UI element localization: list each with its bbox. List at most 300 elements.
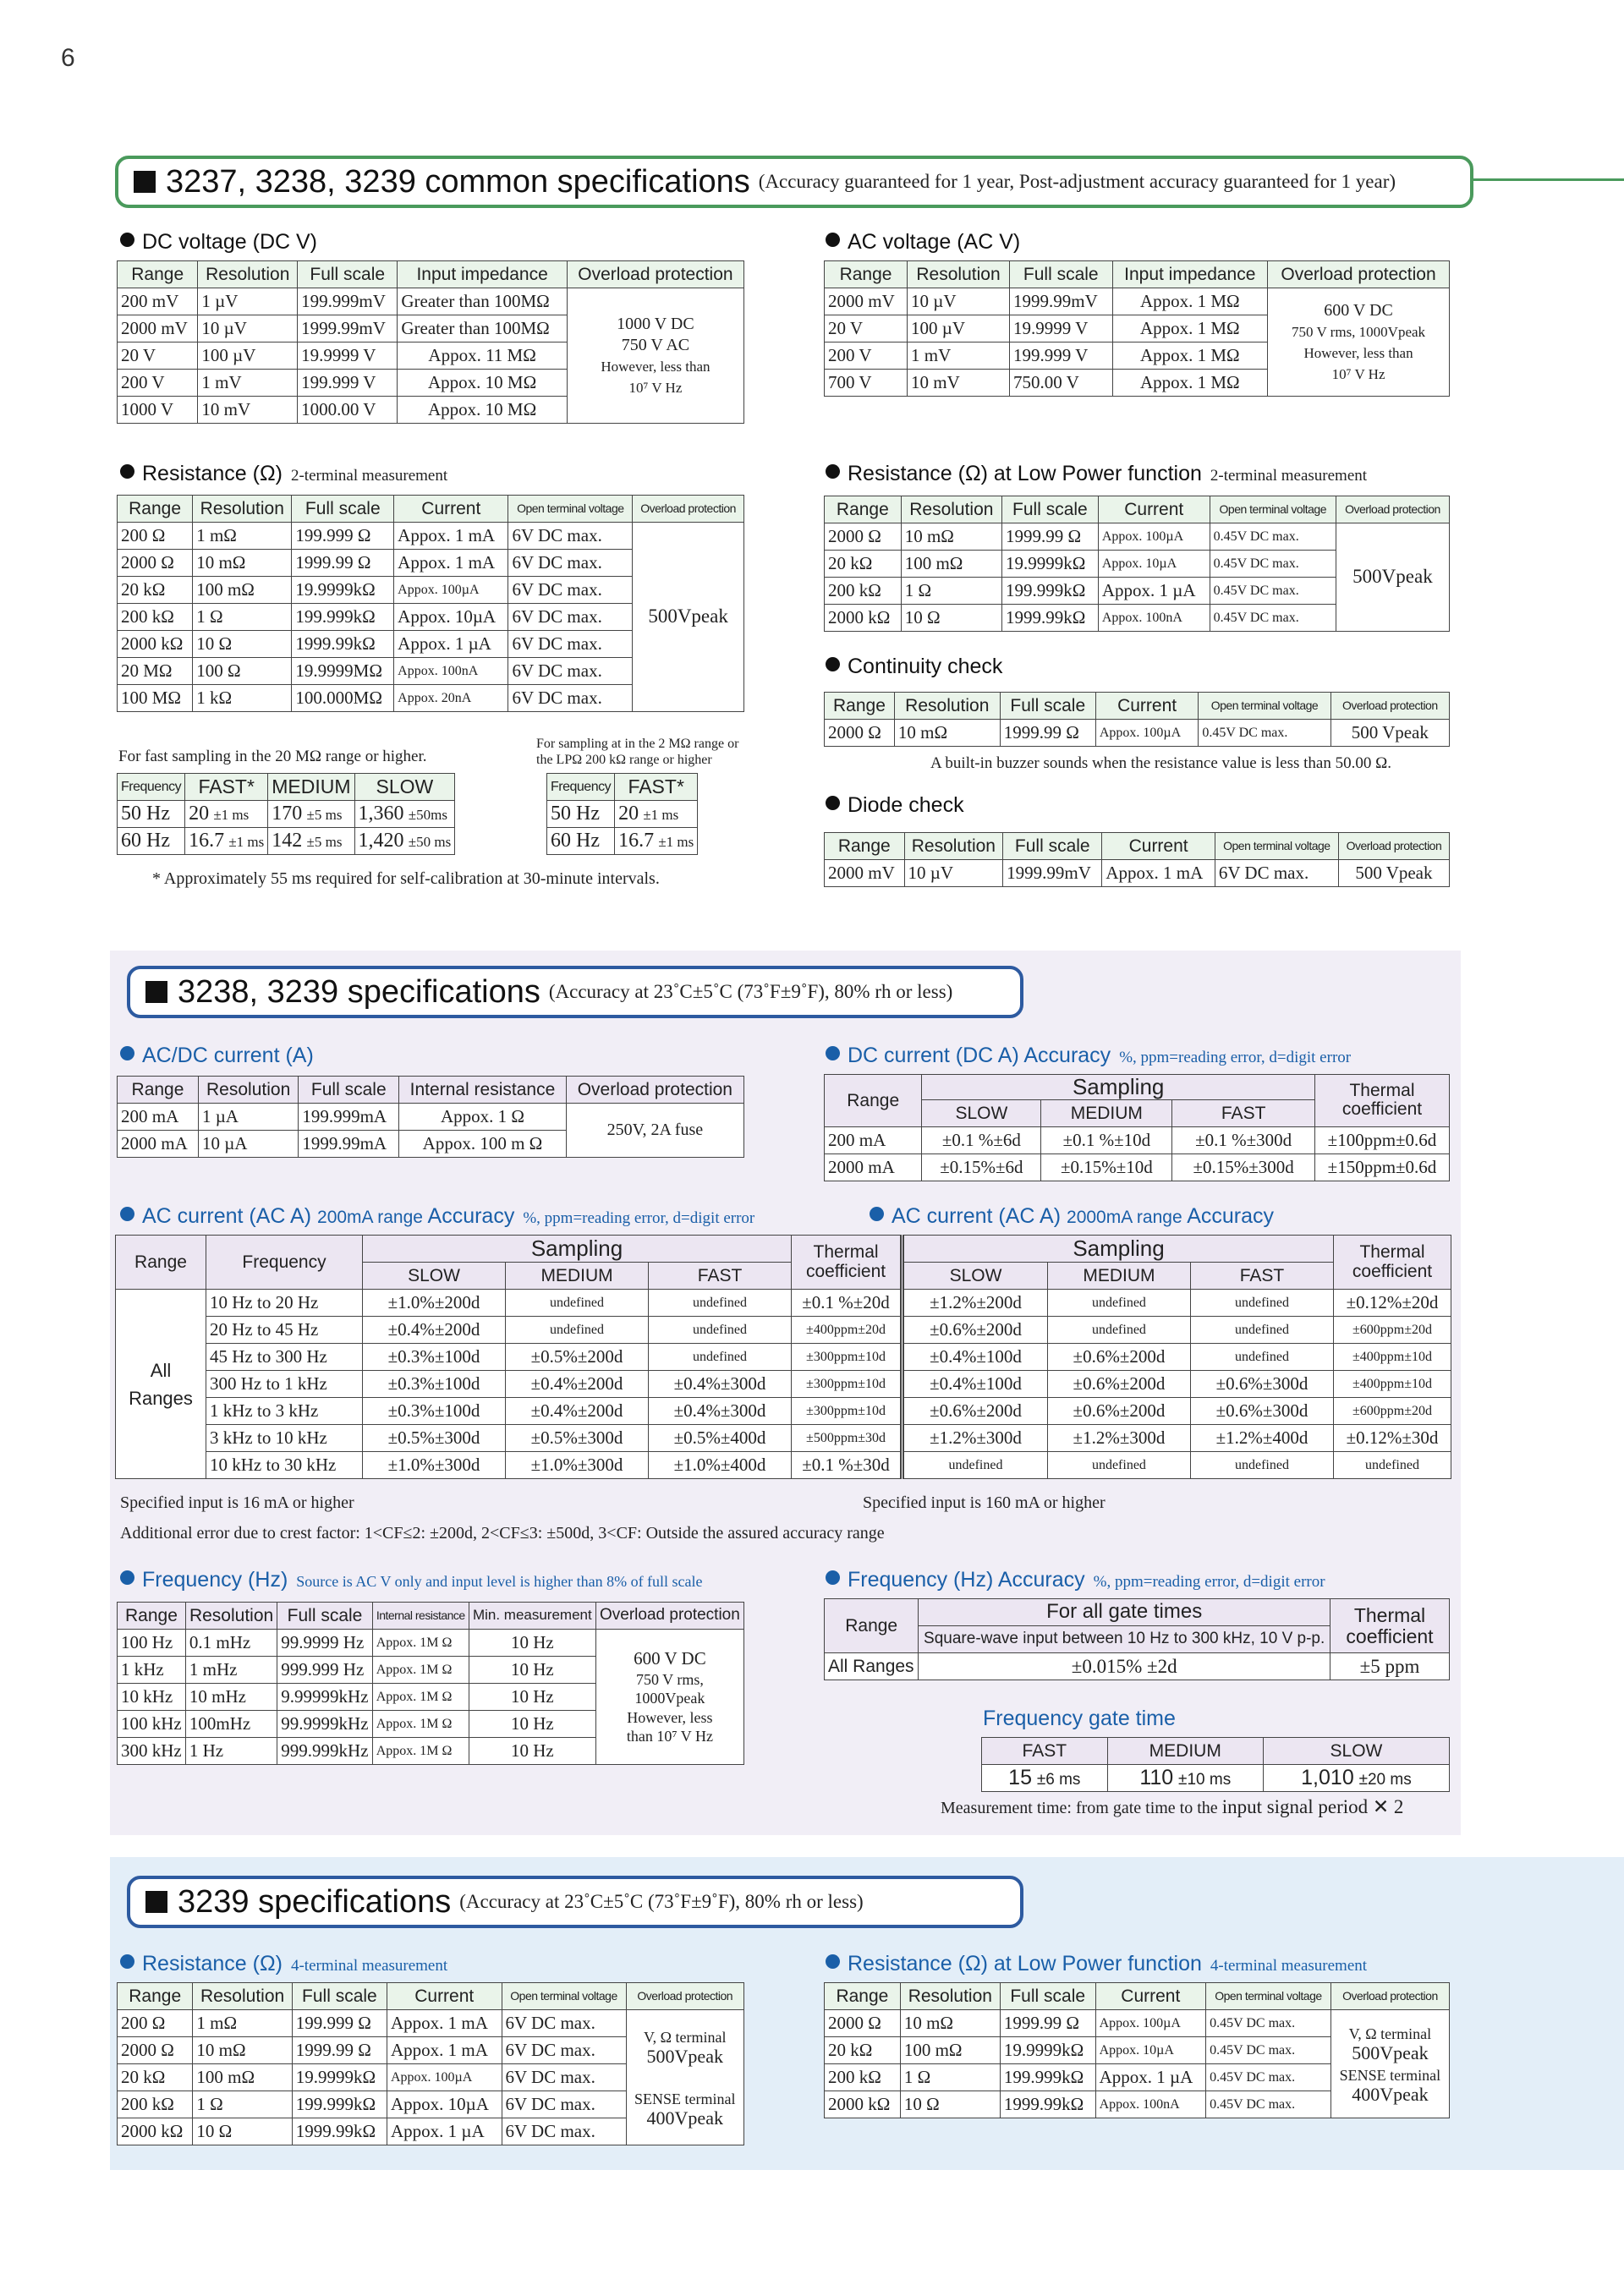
table-header-cell: MEDIUM [1041, 1099, 1172, 1126]
diode-heading: Diode check [826, 793, 964, 818]
table-cell: Appox. 10 MΩ [398, 370, 568, 397]
lp-resistance-table [824, 496, 1450, 632]
table-cell: Appox. 1 MΩ [1112, 370, 1268, 397]
table-row [547, 828, 698, 855]
table-cell: Appox. 100µA [387, 2064, 502, 2091]
table-cell: 19.9999MΩ [292, 658, 394, 685]
table-cell: 1000.00 V [298, 397, 398, 424]
table-row [116, 1371, 1451, 1398]
spec200-note: Specified input is 16 mA or higher [120, 1493, 354, 1512]
table-cell: Appox. 1 mA [387, 2010, 502, 2037]
table-cell: Appox. 100µA [394, 577, 508, 604]
table-header-cell: Full scale [1001, 496, 1098, 523]
table-cell: Appox. 10 MΩ [398, 397, 568, 424]
table-cell: ±600ppm±20d [1334, 1317, 1451, 1344]
table-cell: 15 ±6 ms [982, 1765, 1108, 1792]
table-header-cell: FAST [1172, 1099, 1315, 1126]
bullet-icon [826, 464, 840, 479]
table-cell: Appox. 1 Ω [399, 1104, 566, 1131]
table-cell: Appox. 10µA [387, 2091, 502, 2118]
continuity-table [824, 692, 1450, 747]
table-cell: ±300ppm±10d [792, 1371, 903, 1398]
bullet-icon [120, 1570, 134, 1585]
table-cell: Appox. 1 MΩ [1112, 342, 1268, 370]
table-row [118, 1104, 744, 1131]
table-cell: Appox. 1M Ω [372, 1657, 469, 1684]
table-header-cell: Range [116, 1236, 206, 1290]
table-row [825, 1153, 1450, 1181]
spec2000-note: Specified input is 160 mA or higher [863, 1493, 1106, 1512]
table-cell: 2000 mA [825, 1153, 922, 1181]
table-cell: 10 Ω [193, 631, 292, 658]
table-row [118, 523, 744, 550]
table-cell: 200 mV [118, 288, 198, 315]
table-header-cell: Resolution [908, 261, 1010, 288]
table-cell: ±0.6%±200d [1047, 1371, 1190, 1398]
table-cell: 2000 kΩ [825, 2091, 901, 2118]
table-cell: undefined [1190, 1452, 1333, 1479]
table-cell: 199.999 V [298, 370, 398, 397]
table-cell: 1,010 ±20 ms [1263, 1765, 1449, 1792]
table-cell: Appox. 1 µA [394, 631, 508, 658]
table-header-cell: SLOW [1263, 1738, 1449, 1765]
table-cell: Greater than 100MΩ [398, 315, 568, 342]
table-cell: undefined [1334, 1452, 1451, 1479]
table-cell: ±0.4%±300d [649, 1398, 792, 1425]
table-cell: 1,420 ±50 ms [354, 828, 455, 855]
table-cell: 500 Vpeak [1338, 860, 1449, 887]
table-cell: 200 kΩ [825, 578, 902, 605]
table-header-cell: Current [1095, 693, 1198, 720]
table-cell: 100mHz [185, 1711, 277, 1738]
table-cell: 500Vpeak [633, 523, 744, 712]
table-cell: 60 Hz [118, 828, 185, 855]
table-cell: 2000 kΩ [118, 631, 193, 658]
gate-time-heading: Frequency gate time [983, 1707, 1176, 1730]
section-title: 3237, 3238, 3239 common specifications [166, 163, 750, 200]
table-cell: 10 mΩ [900, 2010, 1000, 2037]
table-row [116, 1290, 1451, 1317]
table-cell: 199.999 Ω [292, 2010, 387, 2037]
table-header-cell: Full scale [1000, 1983, 1095, 2010]
diode-table [824, 832, 1450, 887]
table-header-cell: Input impedance [1112, 261, 1268, 288]
table-cell: 6V DC max. [508, 550, 633, 577]
table-header-cell: Frequency [118, 774, 185, 801]
table-header-cell: Resolution [904, 833, 1003, 860]
table-cell: 20 kΩ [825, 551, 902, 578]
table-cell: Appox. 1 mA [387, 2037, 502, 2064]
bullet-icon [826, 1570, 840, 1585]
table-cell: 1999.99 Ω [292, 550, 394, 577]
table-header-cell: Overload protection [1336, 496, 1449, 523]
table-cell: 1 mΩ [193, 523, 292, 550]
table-header-cell: Full scale [277, 1603, 372, 1630]
table-cell: 20 ±1 ms [615, 801, 698, 828]
bullet-icon [826, 1954, 840, 1969]
table-cell: Appox. 1 mA [1102, 860, 1215, 887]
table-cell: 100 mΩ [193, 2064, 292, 2091]
table-cell: Appox. 100 m Ω [399, 1131, 566, 1158]
table-cell: 1 Ω [193, 2091, 292, 2118]
sampling-table-2 [546, 773, 698, 855]
table-cell: 50 Hz [118, 801, 185, 828]
table-cell: Appox. 1 µA [1095, 2064, 1206, 2091]
table-cell: ±0.5%±200d [506, 1344, 649, 1371]
table-cell: ±100ppm±0.6d [1315, 1126, 1450, 1153]
table-cell: Appox. 1M Ω [372, 1738, 469, 1765]
table-cell: 750.00 V [1009, 370, 1112, 397]
table-cell: 1 µV [198, 288, 298, 315]
table-cell: 199.999kΩ [292, 2091, 387, 2118]
gate-time-table [981, 1737, 1450, 1792]
table-cell: 10 kHz [118, 1684, 186, 1711]
bullet-icon [826, 657, 840, 671]
table-cell: Appox. 1 mA [394, 523, 508, 550]
table-cell: 1999.99 Ω [1000, 720, 1095, 747]
table-cell: 6V DC max. [508, 604, 633, 631]
table-cell: 200 mA [118, 1104, 199, 1131]
table-cell: Appox. 11 MΩ [398, 342, 568, 370]
table-header-cell: Range [825, 261, 908, 288]
table-cell: 1999.99kΩ [1001, 605, 1098, 632]
lpres-heading: Resistance (Ω) at Low Power function 2-terminal measurement [826, 462, 1367, 486]
table-header-cell: MEDIUM [506, 1263, 649, 1290]
table-cell: 2000 Ω [118, 2037, 193, 2064]
freqacc-heading: Frequency (Hz) Accuracy %, ppm=reading error, d=digit error [826, 1568, 1325, 1592]
table-cell: 6V DC max. [502, 2091, 626, 2118]
table-cell: 1 Hz [185, 1738, 277, 1765]
table-header-cell: Range [825, 496, 902, 523]
table-cell: 1999.99mV [1009, 288, 1112, 315]
bullet-icon [120, 233, 134, 247]
acdc-current-table [117, 1076, 744, 1158]
table-header-cell: Overload protection [1268, 261, 1450, 288]
table-cell: All Ranges [825, 1653, 919, 1680]
table-header-cell: Resolution [900, 1983, 1000, 2010]
table-cell: ±0.1 %±20d [792, 1290, 903, 1317]
table-header-cell: Range [118, 1603, 186, 1630]
aca2000-heading: AC current (AC A) 2000mA range Accuracy [870, 1204, 1274, 1229]
table-header-cell: Range [825, 833, 905, 860]
table-header-cell: Open terminal voltage [1210, 496, 1336, 523]
table-cell: 60 Hz [547, 828, 615, 855]
table-cell: 20 V [825, 315, 908, 342]
table-cell: 45 Hz to 300 Hz [206, 1344, 363, 1371]
table-header-cell: FAST [982, 1738, 1108, 1765]
table-cell: 100 Hz [118, 1630, 186, 1657]
bullet-icon [120, 1954, 134, 1969]
table-cell: 1 mV [908, 342, 1010, 370]
acdc-heading: AC/DC current (A) [120, 1044, 314, 1068]
table-cell: 199.999kΩ [1000, 2064, 1095, 2091]
table-cell: 2000 kΩ [825, 605, 902, 632]
table-header-cell: Overload protection [595, 1603, 743, 1630]
table-cell: 10 kHz to 30 kHz [206, 1452, 363, 1479]
table-cell: ±300ppm±10d [792, 1398, 903, 1425]
table-cell: undefined [1047, 1317, 1190, 1344]
table-cell: ±0.1 %±300d [1172, 1126, 1315, 1153]
table-row [547, 801, 698, 828]
table-cell: 100 mΩ [193, 577, 292, 604]
table-header-cell: SLOW [363, 1263, 506, 1290]
table-cell: Appox. 100µA [1098, 523, 1210, 551]
table-cell: 199.999kΩ [1001, 578, 1098, 605]
table-header-cell: Range [118, 1983, 193, 2010]
table-cell: 999.999kHz [277, 1738, 372, 1765]
table-header-cell: Full scale [292, 1983, 387, 2010]
table-cell: ±1.2%±300d [1047, 1425, 1190, 1452]
table-header-cell: Internal resistance [372, 1603, 469, 1630]
table-cell: Appox. 10µA [394, 604, 508, 631]
table-header-cell: Current [394, 496, 508, 523]
table-cell: 19.9999kΩ [1001, 551, 1098, 578]
table-cell: ±0.5%±400d [649, 1425, 792, 1452]
table-cell: Appox. 10µA [1095, 2037, 1206, 2064]
table-cell: undefined [506, 1317, 649, 1344]
table-cell: 20 kΩ [118, 2064, 193, 2091]
table-header-cell: FAST [649, 1263, 792, 1290]
table-header-cell: FAST* [615, 774, 698, 801]
table-cell: 0.45V DC max. [1206, 2010, 1331, 2037]
table-header-cell: SLOW [922, 1099, 1041, 1126]
sampling-table [117, 773, 455, 855]
table-cell: 1 Ω [900, 2064, 1000, 2091]
table-row [118, 801, 455, 828]
table-cell: ±0.15%±6d [922, 1153, 1041, 1181]
table-cell: 600 V DC 750 V rms, 1000Vpeak However, less than 10⁷ V Hz [1268, 288, 1450, 397]
table-cell: 199.999 Ω [292, 523, 394, 550]
table-cell: 0.45V DC max. [1199, 720, 1330, 747]
page-number: 6 [61, 44, 75, 72]
table-cell: 0.1 mHz [185, 1630, 277, 1657]
table-header-cell: Thermal coefficient [1334, 1236, 1451, 1290]
table-cell: 200 V [118, 370, 198, 397]
table-cell: 2000 Ω [118, 550, 193, 577]
table-cell: 0.45V DC max. [1210, 578, 1336, 605]
table-cell: 0.45V DC max. [1206, 2064, 1331, 2091]
table-cell: 20 Hz to 45 Hz [206, 1317, 363, 1344]
table-cell: ±0.1 %±10d [1041, 1126, 1172, 1153]
table-header-cell: Resolution [198, 261, 298, 288]
resistance-4t-table [117, 1982, 744, 2145]
table-header-cell: Open terminal voltage [1199, 693, 1330, 720]
table-cell: Appox. 1 mA [394, 550, 508, 577]
table-cell: 19.9999 V [298, 342, 398, 370]
table-cell: 2000 mV [118, 315, 198, 342]
table-cell: 16.7 ±1 ms [185, 828, 268, 855]
table-cell: 10 Hz [469, 1684, 595, 1711]
selfcal-note: * Approximately 55 ms required for self-calibration at 30-minute intervals. [152, 869, 660, 888]
table-cell: 250V, 2A fuse [566, 1104, 743, 1158]
table-header-cell: Range [825, 1075, 922, 1127]
table-cell: Greater than 100MΩ [398, 288, 568, 315]
table-cell: Appox. 100nA [1098, 605, 1210, 632]
lpres4-heading: Resistance (Ω) at Low Power function 4-terminal measurement [826, 1952, 1367, 1976]
table-header-cell: Open terminal voltage [508, 496, 633, 523]
table-header-cell: Current [1102, 833, 1215, 860]
table-header-cell: MEDIUM [268, 774, 354, 801]
table-cell: Appox. 1M Ω [372, 1630, 469, 1657]
table-cell: 10 µV [908, 288, 1010, 315]
header-rule [1455, 178, 1624, 181]
table-cell: 1000 V DC 750 V AC However, less than 10⁷ V Hz [567, 288, 743, 424]
table-cell: 1999.99 Ω [1000, 2010, 1095, 2037]
section-note: (Accuracy guaranteed for 1 year, Post-adjustment accuracy guaranteed for 1 year) [758, 171, 1396, 192]
table-row [118, 2010, 744, 2037]
table-cell: 10 Ω [193, 2118, 292, 2145]
table-cell: 6V DC max. [502, 2010, 626, 2037]
table-row [982, 1765, 1450, 1792]
table-row [116, 1398, 1451, 1425]
res4-heading: Resistance (Ω) 4-terminal measurement [120, 1952, 447, 1976]
table-cell: 142 ±5 ms [268, 828, 354, 855]
table-header-cell: Thermal coefficient [792, 1236, 903, 1290]
table-cell: ±0.4%±300d [649, 1371, 792, 1398]
table-header-cell: MEDIUM [1047, 1263, 1190, 1290]
table-cell: 0.45V DC max. [1210, 523, 1336, 551]
table-cell: 100 mΩ [900, 2037, 1000, 2064]
table-row [825, 860, 1450, 887]
table-cell: 0.45V DC max. [1206, 2037, 1331, 2064]
table-cell: ±300ppm±10d [792, 1344, 903, 1371]
table-cell: ±0.12%±30d [1334, 1425, 1451, 1452]
table-cell: Appox. 100µA [1095, 2010, 1206, 2037]
table-cell: 200 V [825, 342, 908, 370]
table-header-cell: Open terminal voltage [502, 1983, 626, 2010]
table-header-cell: Range [118, 496, 193, 523]
table-cell: 0.45V DC max. [1210, 551, 1336, 578]
table-cell: 10 Ω [900, 2091, 1000, 2118]
table-cell: 20 kΩ [825, 2037, 901, 2064]
table-header-cell: Overload protection [633, 496, 744, 523]
fast-note: For fast sampling in the 20 MΩ range or higher. [118, 748, 427, 765]
table-cell: ±400ppm±20d [792, 1317, 903, 1344]
buzzer-note: A built-in buzzer sounds when the resistance value is less than 50.00 Ω. [930, 754, 1391, 772]
table-cell: 2000 mV [825, 288, 908, 315]
table-cell: 100 kHz [118, 1711, 186, 1738]
table-cell: 1 kΩ [193, 685, 292, 712]
table-header-cell: Square-wave input between 10 Hz to 300 kHz, 10 V p-p. [919, 1626, 1330, 1653]
table-cell: undefined [1047, 1452, 1190, 1479]
table-cell: 10 mΩ [901, 523, 1001, 551]
table-cell: 99.9999kHz [277, 1711, 372, 1738]
measurement-time-note: Measurement time: from gate time to the input signal period ✕ 2 [941, 1796, 1404, 1817]
table-cell: 3 kHz to 10 kHz [206, 1425, 363, 1452]
table-cell: ±0.6%±200d [1047, 1344, 1190, 1371]
table-row [825, 1126, 1450, 1153]
table-cell: ±0.4%±200d [506, 1398, 649, 1425]
table-cell: 1999.99 Ω [292, 2037, 387, 2064]
table-header-cell: SLOW [354, 774, 455, 801]
table-cell: ±0.3%±100d [363, 1371, 506, 1398]
table-header-cell: SLOW [903, 1263, 1048, 1290]
frequency-table [117, 1602, 744, 1765]
square-bullet-icon [145, 1891, 167, 1913]
table-header-cell: Overload protection [567, 261, 743, 288]
table-cell: Appox. 1M Ω [372, 1684, 469, 1711]
table-header-cell: Current [1098, 496, 1210, 523]
table-row [825, 288, 1450, 315]
acv-table [824, 260, 1450, 397]
table-cell: 1999.99mV [298, 315, 398, 342]
table-header-cell: Thermal coefficient [1315, 1075, 1450, 1127]
spec-3239-header: 3239 specifications (Accuracy at 23˚C±5˚C (73˚F±9˚F), 80% rh or less) [127, 1876, 1023, 1928]
table-cell: 2000 mA [118, 1131, 199, 1158]
table-cell: ±0.12%±20d [1334, 1290, 1451, 1317]
table-row [116, 1452, 1451, 1479]
table-header-cell: Range [118, 1077, 199, 1104]
table-header-cell: FAST [1190, 1263, 1333, 1290]
table-header-cell: Full scale [299, 1077, 399, 1104]
table-cell: 10 µA [198, 1131, 298, 1158]
table-cell: 9.99999kHz [277, 1684, 372, 1711]
table-cell: 170 ±5 ms [268, 801, 354, 828]
table-cell: 100 mΩ [901, 551, 1001, 578]
aca200-heading: AC current (AC A) 200mA range Accuracy %, ppm=reading error, d=digit error [120, 1204, 754, 1229]
table-cell: ±0.4%±200d [506, 1371, 649, 1398]
bullet-icon [120, 1207, 134, 1221]
crest-note: Additional error due to crest factor: 1<CF≤2: ±200d, 2<CF≤3: ±500d, 3<CF: Outside the assured accuracy range [120, 1524, 885, 1543]
table-cell: 199.999mA [299, 1104, 399, 1131]
table-cell: 200 kΩ [825, 2064, 901, 2091]
table-cell: 199.999 V [1009, 342, 1112, 370]
table-cell: 19.9999kΩ [292, 577, 394, 604]
dca-heading: DC current (DC A) Accuracy %, ppm=reading error, d=digit error [826, 1044, 1351, 1068]
table-row [118, 1630, 744, 1657]
table-header-cell: Range [825, 1599, 919, 1653]
table-cell: 600 V DC 750 V rms, 1000Vpeak However, less than 10⁷ V Hz [595, 1630, 743, 1765]
table-cell: 6V DC max. [508, 685, 633, 712]
table-cell: 700 V [825, 370, 908, 397]
table-cell: Appox. 1M Ω [372, 1711, 469, 1738]
freq-heading: Frequency (Hz) Source is AC V only and input level is higher than 8% of full scale [120, 1568, 703, 1592]
table-cell: 999.999 Hz [277, 1657, 372, 1684]
spec-3238-header: 3238, 3239 specifications (Accuracy at 23˚C±5˚C (73˚F±9˚F), 80% rh or less) [127, 966, 1023, 1018]
table-cell: 1999.99kΩ [292, 2118, 387, 2145]
table-header-cell: Resolution [894, 693, 1000, 720]
table-cell: 199.999mV [298, 288, 398, 315]
table-cell: 200 Ω [118, 523, 193, 550]
table-row [825, 720, 1450, 747]
table-cell: 1 mV [198, 370, 298, 397]
table-header-cell: Range [825, 693, 895, 720]
table-header-cell: Resolution [193, 496, 292, 523]
continuity-heading: Continuity check [826, 655, 1002, 679]
table-cell: ±0.3%±100d [363, 1344, 506, 1371]
table-cell: undefined [1190, 1344, 1333, 1371]
table-cell: 20 kΩ [118, 577, 193, 604]
table-cell: Appox. 20nA [394, 685, 508, 712]
lp-resistance-4t-table [824, 1982, 1450, 2118]
table-header-cell: Full scale [298, 261, 398, 288]
ac-current-accuracy-table [115, 1235, 1451, 1479]
table-cell: 300 kHz [118, 1738, 186, 1765]
table-cell: 19.9999 V [1009, 315, 1112, 342]
table-header-cell: Resolution [185, 1603, 277, 1630]
table-cell: 6V DC max. [502, 2037, 626, 2064]
table-header-cell: MEDIUM [1107, 1738, 1263, 1765]
table-header-cell: Current [1095, 1983, 1206, 2010]
table-header-cell: Input impedance [398, 261, 568, 288]
table-cell: ±0.5%±300d [363, 1425, 506, 1452]
bullet-icon [870, 1207, 884, 1221]
table-header-cell: Range [825, 1983, 901, 2010]
table-cell: 110 ±10 ms [1107, 1765, 1263, 1792]
table-header-cell: FAST* [185, 774, 268, 801]
table-cell: ±0.15%±10d [1041, 1153, 1172, 1181]
table-header-cell: Overload protection [1338, 833, 1449, 860]
